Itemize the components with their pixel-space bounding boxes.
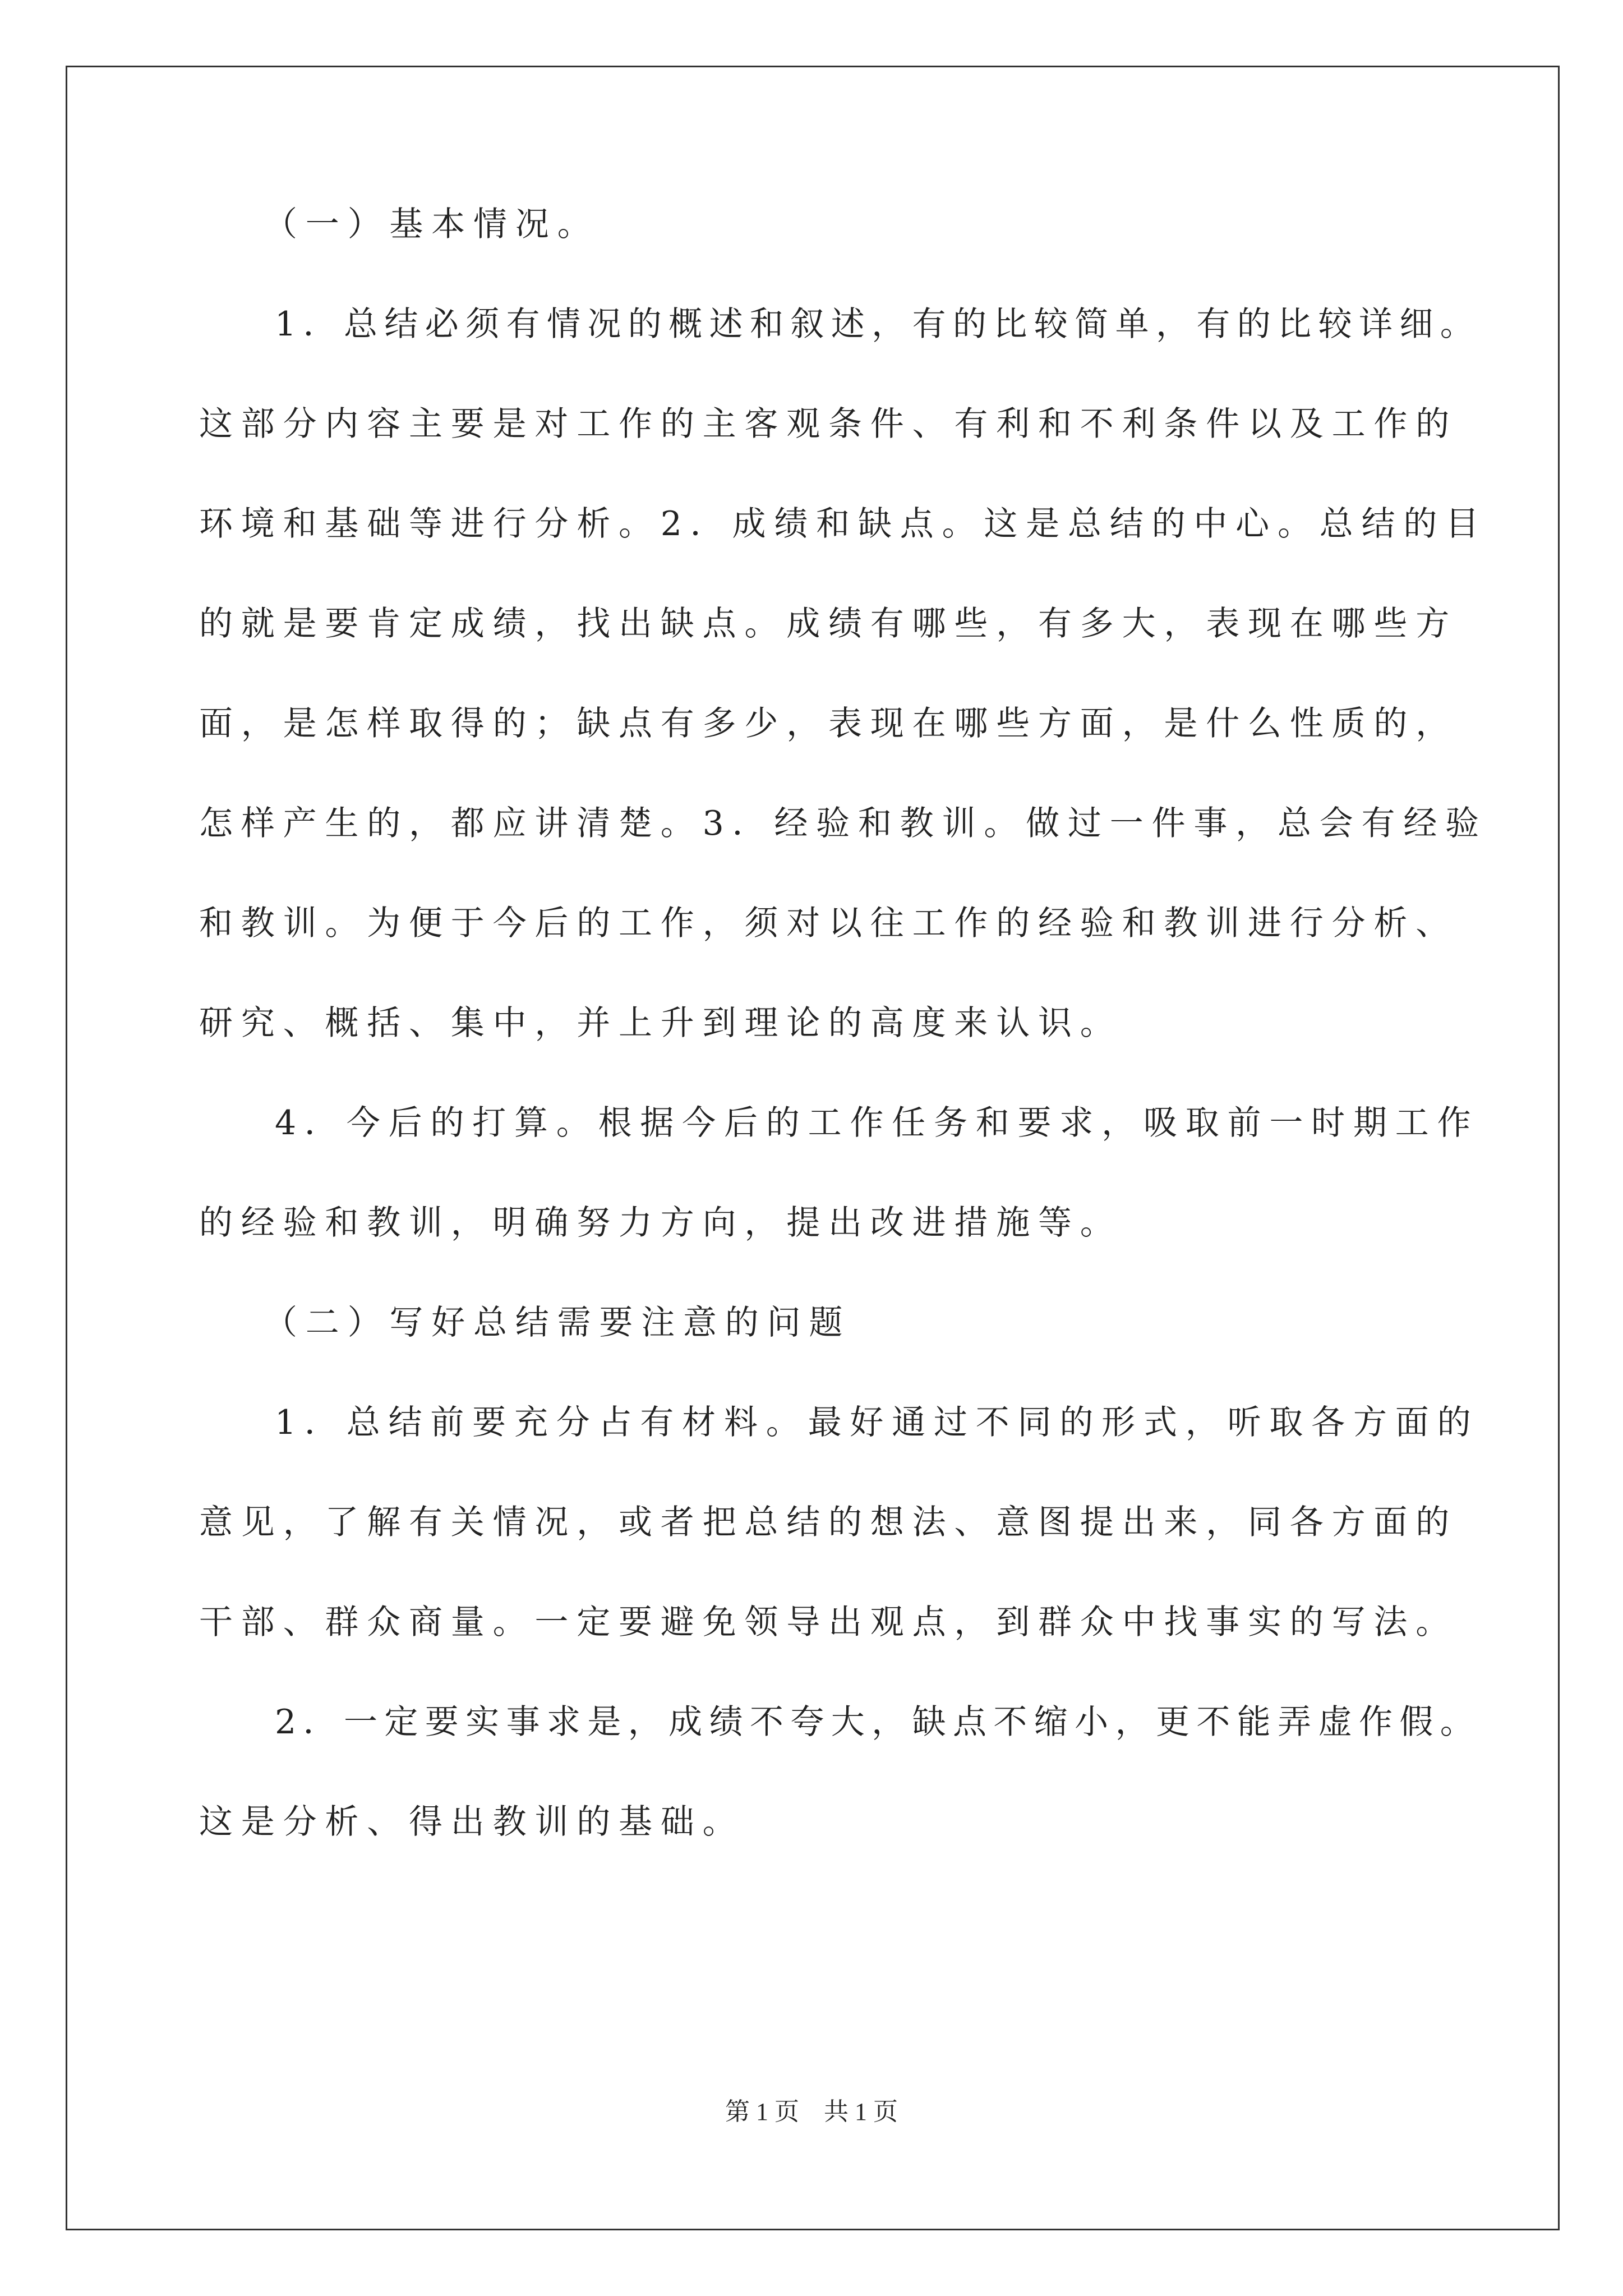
paragraph-line: 怎样产生的，都应讲清楚。3．经验和教训。做过一件事，总会有经验: [199, 804, 1487, 843]
section-heading-basic-situation: （一）基本情况。: [264, 205, 600, 244]
paragraph-line: 4．今后的打算。根据今后的工作任务和要求，吸取前一时期工作: [275, 1103, 1479, 1143]
paragraph-line: 2．一定要实事求是，成绩不夸大，缺点不缩小，更不能弄虚作假。: [275, 1703, 1481, 1742]
document-body: [199, 202, 1489, 1899]
section-heading-notes: （二）写好总结需要注意的问题: [264, 1303, 851, 1342]
paragraph-line: 的就是要肯定成绩，找出缺点。成绩有哪些，有多大，表现在哪些方: [199, 604, 1458, 643]
paragraph-line: 意见，了解有关情况，或者把总结的想法、意图提出来，同各方面的: [199, 1503, 1458, 1542]
paragraph-line: 环境和基础等进行分析。2．成绩和缺点。这是总结的中心。总结的目: [199, 504, 1487, 544]
paragraph-line: 的经验和教训，明确努力方向，提出改进措施等。: [199, 1203, 1122, 1243]
paragraph-line: 1．总结前要充分占有材料。最好通过不同的形式，听取各方面的: [275, 1403, 1479, 1442]
paragraph-line: 干部、群众商量。一定要避免领导出观点，到群众中找事实的写法。: [199, 1603, 1458, 1642]
paragraph-line: 和教训。为便于今后的工作，须对以往工作的经验和教训进行分析、: [199, 904, 1458, 943]
paragraph-line: 研究、概括、集中，并上升到理论的高度来认识。: [199, 1004, 1122, 1043]
paragraph-line: 1．总结必须有情况的概述和叙述，有的比较简单，有的比较详细。: [275, 305, 1481, 344]
paragraph-line: 面，是怎样取得的；缺点有多少，表现在哪些方面，是什么性质的，: [199, 704, 1458, 743]
paragraph-line: 这部分内容主要是对工作的主客观条件、有利和不利条件以及工作的: [199, 404, 1458, 444]
page-number: 第 1 页 共 1 页: [725, 2098, 898, 2125]
paragraph-line: 这是分析、得出教训的基础。: [199, 1802, 745, 1842]
